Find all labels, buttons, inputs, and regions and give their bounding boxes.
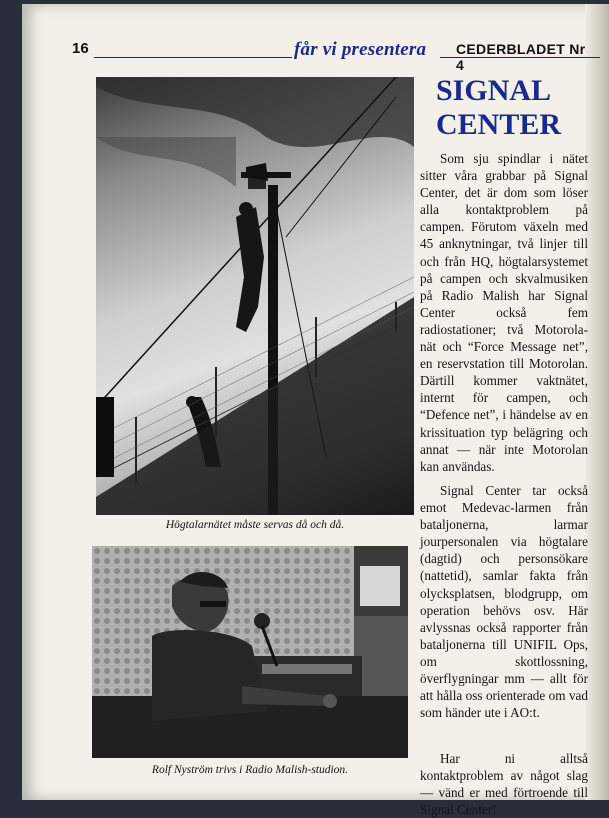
photo-radio-studio <box>92 546 408 758</box>
paragraph-text: Har ni alltså kontaktproblem av något slag — vänd er med förtroende till Signal Center! <box>420 751 588 818</box>
article-title <box>436 74 596 142</box>
article-title-line-1: SIGNAL <box>436 74 552 107</box>
page-number: 16 <box>72 40 89 57</box>
photo-caption-1: Högtalarnätet måste servas då och då. <box>165 519 345 531</box>
page-header <box>72 39 592 73</box>
paragraph-text: Signal Center tar också emot Medevac-larmen från bataljonerna, larmar jourpersonalen via högtalare (dagtid) och personsökare (nattetid), samlar fakta från olycksplatsen, blodgrupp, om operation behövs osv. Här avlyssnas också rapporter från bataljonerna till UNIFIL Ops, om skottlossning, överflygningar mm — allt för att hålla oss orienterade om vad som händer ute i AO:t. <box>420 483 588 721</box>
magazine-issue: CEDERBLADET Nr 4 <box>456 41 586 73</box>
article-paragraph-2 <box>420 482 588 721</box>
article-paragraph-3 <box>420 750 588 818</box>
article-title-line-2: CENTER <box>436 108 562 141</box>
section-title: får vi presentera <box>294 39 427 60</box>
header-rule-left <box>94 57 292 58</box>
photo-linesman-on-pole <box>96 77 414 515</box>
magazine-page <box>22 4 609 818</box>
paragraph-text: Som sju spindlar i nätet sitter våra grabbar på Signal Center, det är dom som löser alla kontaktproblem på campen. Förutom växeln med 45 anknytningar, två linjer till och från HQ, högtalarsystemet på campen och skvalmusiken på Radio Malish har Signal Center också fem radiostationer; två Motorola-nät och “Force Message net”, en reservstation till Motorolan. Därtill kommer vaktnätet, internt för campen, och “Defence net”, i händelse av en krissituation typ belägring och annat — när inte Motorolan kan användas. <box>420 151 588 474</box>
photo-caption-2: Rolf Nyström trivs i Radio Malish-studion. <box>151 764 349 776</box>
article-paragraph-1 <box>420 150 588 475</box>
